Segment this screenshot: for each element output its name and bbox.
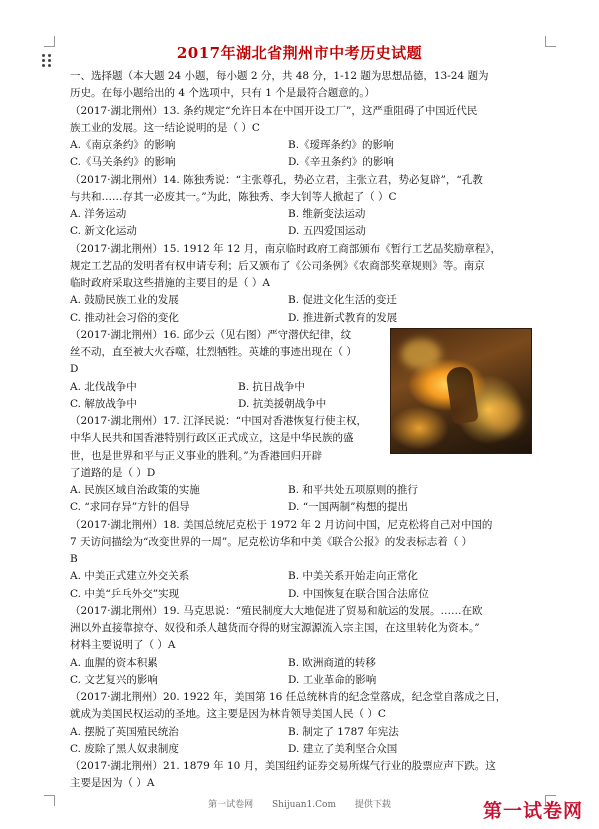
section-instruction: 一、选择题（本大题 24 小题，每小题 2 分，共 48 分，1-12 题为思想品德，13-24 题为 [70, 70, 489, 82]
question-15: 临时政府采取这些措施的主要目的是（ ）A [70, 277, 270, 289]
question-17: （2017·湖北荆州）17. 江泽民说：“中国对香港恢复行使主权， [70, 415, 367, 427]
brand-logo: 第一试卷网 [482, 800, 583, 822]
options-row [70, 741, 526, 758]
option: B. 抗日战争中 [238, 380, 305, 393]
flame-shape [401, 339, 441, 369]
option: A. 洋务运动 [70, 208, 127, 220]
question-17: 中华人民共和国香港特别行政区正式成立，这是中华民族的盛 [70, 432, 354, 445]
option: D. 抗美援朝战争中 [238, 397, 327, 410]
question-17: 了道路的是（ ）D [70, 466, 156, 479]
option: C. 文艺复兴的影响 [70, 673, 158, 686]
option: B. 欧洲商道的转移 [288, 656, 376, 669]
option: A. 中美正式建立外交关系 [70, 570, 190, 583]
option: B. 促进文化生活的变迁 [288, 294, 397, 307]
options-row [70, 672, 526, 689]
option: C. “求同存异”方针的倡导 [70, 501, 190, 514]
option: D. “一国两制”构想的提出 [288, 501, 408, 514]
question-14: （2017·湖北荆州）14. 陈独秀说：“主张尊孔，势必立君，主张立君，势必复辟”，“孔教 [70, 173, 483, 186]
option: B.《瑷珲条约》的影响 [288, 139, 394, 151]
document-title: 2017年湖北省荆州市中考历史试题 [176, 44, 423, 62]
question-13: 族工业的发展。这一结论说明的是（ ）C [70, 121, 260, 134]
option: A. 鼓励民族工业的发展 [70, 294, 179, 307]
question-20: （2017·湖北荆州）20. 1922 年，美国第 16 任总统林肯的纪念堂落成，纪念堂自落成之日， [70, 691, 507, 703]
question-19: 材料主要说明了（ ）A [70, 639, 176, 652]
option: C. 废除了黑人奴隶制度 [70, 742, 179, 755]
question-16: D [70, 363, 79, 376]
question-20: 就成为美国民权运动的圣地。这主要是因为林肯领导美国人民（ ）C [70, 708, 386, 721]
question-15: （2017·湖北荆州）15. 1912 年 12 月，南京临时政府工商部颁布《暂行工艺品奖励章程》， [70, 242, 501, 255]
section-instruction: 历史。在每小题给出的 4 个选项中，只有 1 个是最符合题意的。） [70, 87, 375, 100]
option: B. 制定了 1787 年宪法 [288, 725, 399, 738]
question-16: （2017·湖北荆州）16. 邱少云（见右图）严守潜伏纪律，纹 [70, 328, 352, 341]
options-row [70, 206, 526, 223]
question-14: 与共和……存其一必废其一。”为此，陈独秀、李大钊等人掀起了（ ）C [70, 190, 397, 203]
option: B. 和平共处五项原则的推行 [288, 484, 418, 496]
qiu-shaoyun-painting-image [390, 328, 532, 454]
option: A. 北伐战争中 [70, 380, 137, 393]
option: B. 中美关系开始走向正常化 [288, 570, 418, 583]
options-row [70, 724, 526, 741]
option: C. 推动社会习俗的变化 [70, 311, 179, 324]
question-21: 主要是因为（ ）A [70, 777, 155, 790]
options-row [70, 655, 526, 672]
options-row [70, 379, 390, 396]
option: C. 新文化运动 [70, 225, 137, 238]
footer-site-url[interactable]: Shijuan1.Com [271, 800, 336, 810]
question-19: 洲以外直接靠掠夺、奴役和杀人越货而夺得的财宝源源流入宗主国，在这里转化为资本。” [70, 622, 480, 634]
question-17: 世，也是世界和平与正义事业的胜利。”为香港回归开辟 [70, 449, 323, 462]
option: A. 民族区域自治政策的实施 [70, 484, 200, 496]
option: D. 工业革命的影响 [288, 673, 377, 686]
footer-download-note: 提供下载 [354, 800, 391, 810]
option: D. 推进新式教育的发展 [288, 311, 398, 324]
question-21: （2017·湖北荆州）21. 1879 年 10 月，美国纽约证券交易所煤气行业的股票应声下跌。这 [70, 760, 496, 772]
options-row [70, 568, 526, 585]
question-15: 规定工艺品的发明者有权申请专利；后又颁布了《公司条例》《农商部奖章规则》等。南京 [70, 259, 485, 272]
footer-site-name: 第一试卷网 [208, 800, 254, 810]
option: C. 中美“乒乓外交”实现 [70, 587, 180, 600]
question-18: （2017·湖北荆州）18. 美国总统尼克松于 1972 年 2 月访问中国，尼克松将自己对中国的 [70, 518, 493, 531]
option: D. 中国恢复在联合国合法席位 [288, 587, 429, 600]
option: C.《马关条约》的影响 [70, 156, 176, 169]
options-row [70, 482, 526, 499]
options-row [70, 292, 526, 309]
option: A.《南京条约》的影响 [70, 139, 176, 151]
options-row [70, 499, 526, 516]
flame-shape [486, 399, 522, 433]
option: C. 解放战争中 [70, 397, 137, 410]
options-row [70, 396, 390, 413]
soldier-figure [445, 365, 479, 424]
options-row [70, 586, 526, 603]
options-row [70, 310, 526, 327]
option: A. 血腥的资本积累 [70, 656, 158, 669]
options-row [70, 137, 526, 154]
question-18: B [70, 553, 78, 565]
option: D. 五四爱国运动 [288, 225, 366, 238]
option: D.《辛丑条约》的影响 [288, 156, 394, 169]
question-19: （2017·湖北荆州）19. 马克思说：“殖民制度大大地促进了贸易和航运的发展。……在欧 [70, 604, 483, 617]
option: A. 摆脱了英国殖民统治 [70, 725, 179, 738]
question-18: 7 天访问描绘为“改变世界的一周”。尼克松访华和中美《联合公报》的发表标志着（ ） [70, 535, 473, 548]
question-16: 丝不动，直至被大火吞噬，壮烈牺牲。英雄的事迹出现在（ ） [70, 346, 357, 358]
options-row [70, 154, 526, 171]
option: B. 维新变法运动 [288, 208, 366, 220]
option: D. 建立了美利坚合众国 [288, 742, 398, 755]
options-row [70, 223, 526, 240]
question-13: （2017·湖北荆州）13. 条约规定“允许日本在中国开设工厂”，这严重阻碍了中国近代民 [70, 104, 478, 117]
